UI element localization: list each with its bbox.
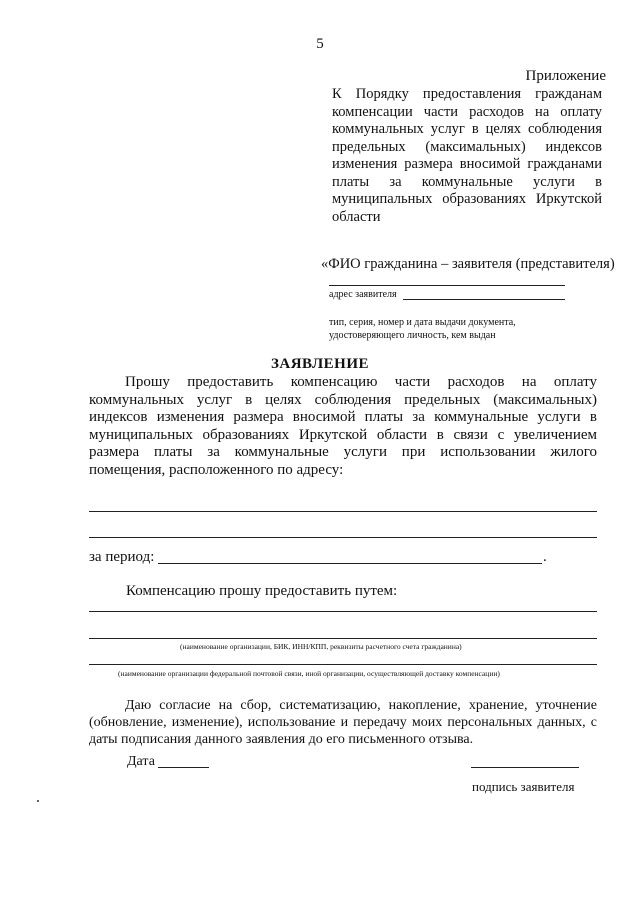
period-label: за период: — [89, 549, 155, 565]
date-label: Дата — [127, 754, 155, 769]
period-field-line[interactable] — [158, 563, 542, 564]
address-line[interactable] — [403, 299, 565, 300]
postal-organization-footnote: (наименование организации федеральной почтовой связи, иной организации, осуществляющей доставку компенсации) — [118, 669, 500, 678]
applicant-name-line[interactable] — [329, 285, 565, 286]
compensation-field-line-1[interactable] — [89, 611, 597, 612]
scan-speck — [37, 800, 39, 802]
identity-document-label — [329, 316, 516, 342]
signature-label: подпись заявителя — [472, 779, 575, 794]
identity-document-label-line2: удостоверяющего личность, кем выдан — [329, 330, 496, 341]
bank-details-footnote: (наименование организации, БИК, ИНН/КПП, реквизиты расчетного счета гражданина) — [180, 642, 462, 651]
appendix-text: К Порядку предоставления гражданам компенсации части расходов на оплату коммунальных услуг в целях соблюдения предельных (максимальных) индексов изменения размера вносимой гражданами платы за коммунальные услуги в муниципальных образованиях Иркутской области — [332, 86, 602, 225]
application-body-text: Прошу предоставить компенсацию части расходов на оплату коммунальных услуг в целях соблюдения предельных (максимальных) индексов изменения размера вносимой платы за коммунальные услуги в муниципальных образованиях Иркутской области в связи с увеличением размера платы за коммунальные услуги при использовании жилого помещения, расположенного по адресу: — [89, 374, 597, 478]
period-end-mark: . — [543, 549, 547, 565]
address-label: адрес заявителя — [329, 289, 397, 300]
signature-line[interactable] — [471, 767, 579, 768]
compensation-field-line-3[interactable] — [89, 664, 597, 665]
address-field-line-2[interactable] — [89, 537, 597, 538]
appendix-title: Приложение — [525, 68, 606, 84]
consent-text: Даю согласие на сбор, систематизацию, накопление, хранение, уточнение (обновление, изменение), использование и передачу моих персональных данных, с даты подписания данного заявления до его письменного отзыва. — [89, 698, 597, 747]
page-number: 5 — [316, 36, 324, 52]
applicant-name-label: «ФИО гражданина – заявителя (представителя) — [321, 256, 615, 272]
date-field-line[interactable] — [158, 767, 209, 768]
address-field-line-1[interactable] — [89, 511, 597, 512]
document-heading: ЗАЯВЛЕНИЕ — [270, 356, 370, 372]
identity-document-label-line1: тип, серия, номер и дата выдачи документа, — [329, 317, 516, 328]
compensation-field-line-2[interactable] — [89, 638, 597, 639]
compensation-method-label: Компенсацию прошу предоставить путем: — [126, 583, 398, 599]
